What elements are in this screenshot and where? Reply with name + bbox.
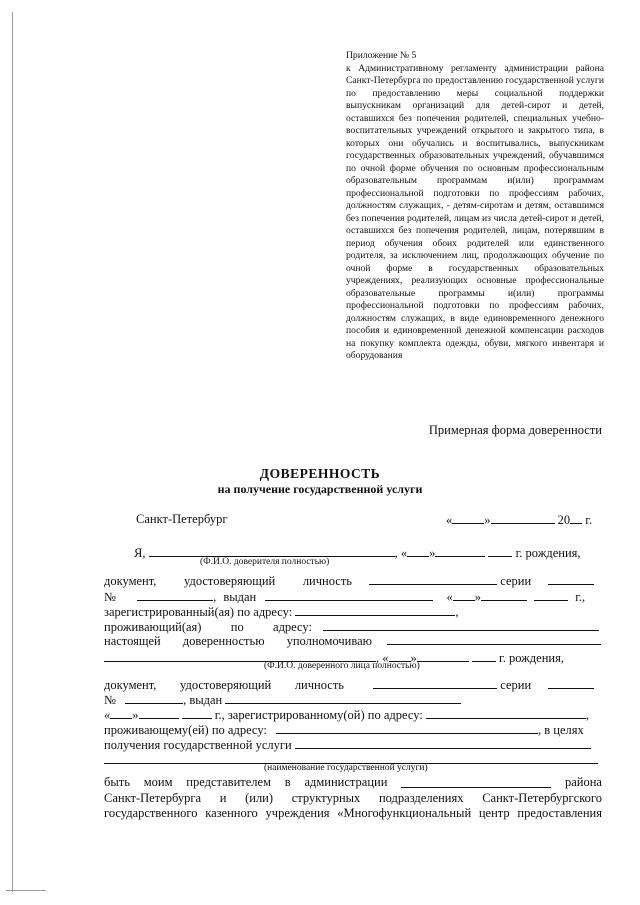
year-field[interactable] [570, 512, 582, 524]
representation-paragraph [104, 775, 602, 822]
principal-birth-month[interactable] [435, 545, 485, 557]
principal-doc-field[interactable] [369, 573, 497, 585]
document-subtitle: на получение государственной услуги [217, 482, 423, 496]
agent-caption: (Ф.И.О. доверенного лица полностью) [264, 661, 420, 671]
service-line: получения государственной услуги [104, 737, 602, 753]
agent-birth-month[interactable] [417, 650, 469, 662]
principal-doc-number[interactable] [137, 589, 213, 601]
agent-line: , « » г. рождения, [104, 650, 602, 666]
sample-form-label: Примерная форма доверенности [428, 423, 602, 437]
principal-living-address[interactable] [323, 619, 599, 631]
agent-doc-line-2: № , выдан [104, 692, 602, 708]
appendix-block [346, 50, 604, 363]
principal-issued-day[interactable] [453, 589, 475, 601]
agent-issued-month[interactable] [139, 707, 179, 719]
rep-line-1: быть моим представителем в администрации района [104, 775, 602, 789]
principal-issued-by[interactable] [265, 589, 433, 601]
authorize-line: настоящей доверенностью уполномочиваю [104, 633, 602, 649]
principal-registered-address[interactable] [295, 604, 455, 616]
agent-doc-field[interactable] [373, 677, 497, 689]
day-field[interactable] [452, 512, 484, 524]
principal-line: Я, , « » г. рождения, [134, 546, 581, 560]
agent-registered-address[interactable] [426, 707, 586, 719]
principal-series-field[interactable] [548, 573, 594, 585]
city-date-line: Санкт-Петербург « » 20 г. [136, 512, 593, 527]
principal-birth-day[interactable] [407, 545, 429, 557]
appendix-header: Приложение № 5 [346, 50, 417, 61]
principal-birth-year[interactable] [488, 545, 512, 557]
city-label: Санкт-Петербург [136, 512, 228, 526]
agent-issued-day[interactable] [110, 707, 132, 719]
agent-issued-by[interactable] [225, 692, 461, 704]
agent-doc-number[interactable] [125, 692, 183, 704]
agent-registered-line: « » г., зарегистрированному(ой) по адресу: , [104, 708, 590, 722]
agent-living-address[interactable] [276, 722, 538, 734]
agent-doc-line-1: документ, удостоверяющий личность серии [104, 677, 602, 693]
agent-living-line: проживающему(ей) по адресу: , в целях [104, 723, 584, 737]
margin-tick [6, 890, 46, 891]
rep-line-2: Санкт-Петербурга и (или) структурных подразделениях Санкт-Петербургского [104, 790, 602, 805]
doc-line-1: документ, удостоверяющий личность серии [104, 573, 602, 589]
doc-line-2: № , выдан « » г., [104, 590, 586, 604]
month-field[interactable] [491, 512, 555, 524]
principal-caption: (Ф.И.О. доверителя полностью) [200, 557, 330, 567]
district-field[interactable] [401, 775, 551, 788]
agent-series-field[interactable] [548, 677, 594, 689]
principal-issued-year[interactable] [534, 589, 568, 601]
principal-name-field[interactable] [149, 545, 395, 557]
rep-line-3: государственного казенного учреждения «Многофункциональный центр предоставления [104, 806, 602, 820]
agent-issued-year[interactable] [182, 707, 212, 719]
principal-issued-month[interactable] [481, 589, 527, 601]
document-title: ДОВЕРЕННОСТЬ [259, 466, 381, 481]
agent-name-field-start[interactable] [387, 633, 601, 645]
service-name-field[interactable] [295, 737, 591, 749]
service-caption: (наименование государственной услуги) [264, 763, 428, 773]
living-line: проживающий(ая) по адресу: [104, 619, 602, 635]
agent-birth-year[interactable] [472, 650, 496, 662]
left-margin-line [12, 12, 13, 892]
appendix-text: к Административному регламенту администрации района Санкт-Петербурга по предоставлению государственной услуги по предоставлению меры социальной поддержки выпускникам организаций для детей-сирот и детей, оставшихся без попечения родителей, специальных учебно-воспитательных учреждений открытого и закрытого типа, в которых они обучались и воспитывались, выпускникам государственных образовательных учреждений, обучавшимся по очной форме обучения по основным профессиональным образовательным программам и(или) программам профессиональной подготовки по профессиям рабочих, должностям служащих, - детям-сиротам и детям, оставшимся без попечения родителей, лицам из числа детей-сирот и детей, оставшихся без попечения родителей, лицам, потерявшим в период обучения обоих родителей или единственного родителя, за исключением лиц, продолжающих обучение по очной форме в государственных образовательных учреждениях, реализующих основные профессиональные образовательные программы и(или) программы профессиональной подготовки по профессиям рабочих, должностям служащих, в виде единовременного денежного пособия и единовременной денежной компенсации расходов на покупку комплекта одежды, обуви, мягкого инвентаря и оборудования [346, 62, 604, 361]
registered-line: зарегистрированный(ая) по адресу: , [104, 605, 459, 619]
